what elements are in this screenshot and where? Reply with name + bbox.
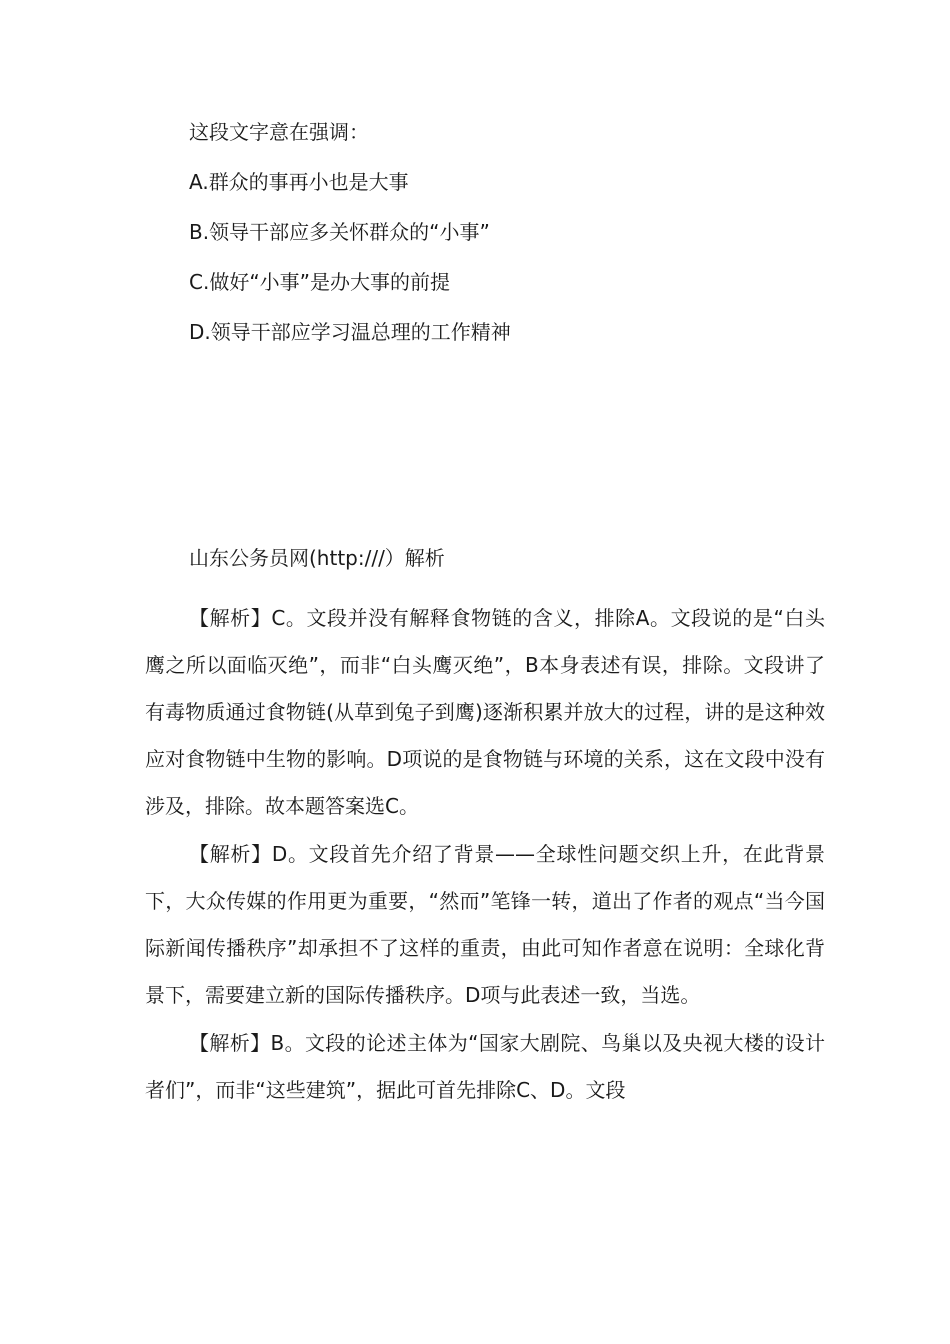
question-prompt: 这段文字意在强调： (189, 120, 369, 144)
analysis-block (145, 595, 825, 1115)
option-b: B.领导干部应多关怀群众的“小事” (189, 220, 490, 244)
analysis-paragraph-2: 【解析】D。文段首先介绍了背景——全球性问题交织上升，在此背景下，大众传媒的作用更为重要，“然而”笔锋一转，道出了作者的观点“当今国际新闻传播秩序”却承担不了这样的重责，由此可知作者意在说明：全球化背景下，需要建立新的国际传播秩序。D项与此表述一致，当选。 (145, 842, 825, 1007)
analysis-paragraph-3: 【解析】B。文段的论述主体为“国家大剧院、鸟巢以及央视大楼的设计者们”，而非“这些建筑”，据此可首先排除C、D。文段 (145, 1031, 825, 1102)
option-c: C.做好“小事”是办大事的前提 (189, 270, 451, 294)
option-d: D.领导干部应学习温总理的工作精神 (189, 320, 511, 344)
analysis-paragraph-1: 【解析】C。文段并没有解释食物链的含义，排除A。文段说的是“白头鹰之所以面临灭绝”，而非“白头鹰灭绝”，B本身表述有误，排除。文段讲了有毒物质通过食物链(从草到兔子到鹰)逐渐积累并放大的过程，讲的是这种效应对食物链中生物的影响。D项说的是食物链与环境的关系，这在文段中没有涉及，排除。故本题答案选C。 (145, 606, 825, 818)
question-block (189, 117, 829, 367)
option-a: A.群众的事再小也是大事 (189, 170, 409, 194)
source-heading: 山东公务员网(http:///）解析 (189, 546, 445, 570)
